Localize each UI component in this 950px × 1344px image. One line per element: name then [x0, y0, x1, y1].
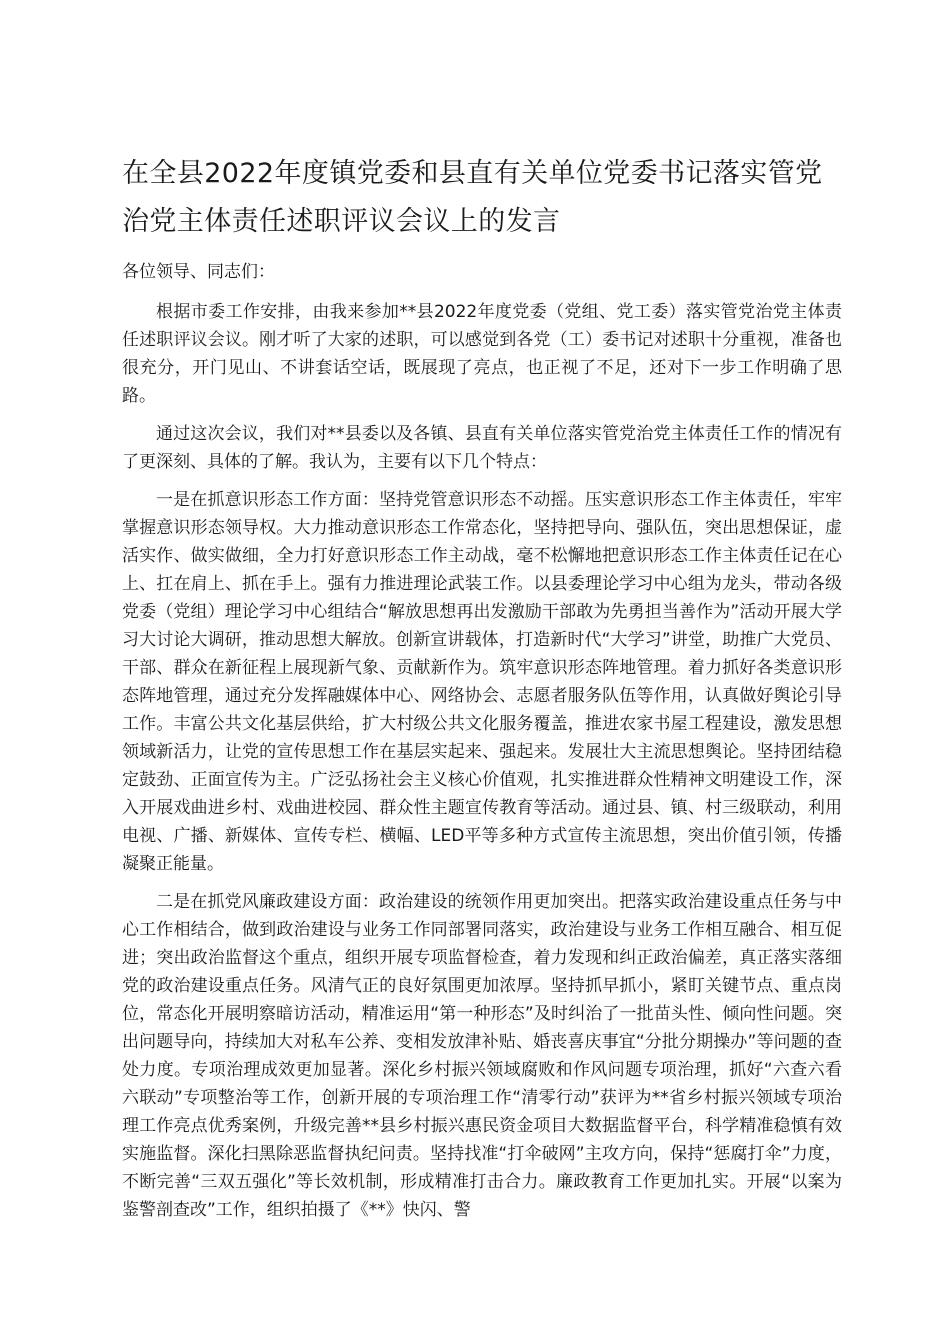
- paragraph: 二是在抓党风廉政建设方面：政治建设的统领作用更加突出。把落实政治建设重点任务与中心工作相结合，做到政治建设与业务工作同部署同落实，政治建设与业务工作相互融合、相互促进；突出政治监督这个重点，组织开展专项监督检查，着力发现和纠正政治偏差，真正落实落细党的政治建设重点任务。风清气正的良好氛围更加浓厚。坚持抓早抓小，紧盯关键节点、重点岗位，常态化开展明察暗访活动，精准运用“第一种形态”及时纠治了一批苗头性、倾向性问题。突出问题导向，持续加大对私车公养、变相发放津补贴、婚丧喜庆事宜“分批分期操办”等问题的查处力度。专项治理成效更加显著。深化乡村振兴领域腐败和作风问题专项治理，抓好“六查六看六联动”专项整治等工作，创新开展的专项治理工作“清零行动”获评为**省乡村振兴领域专项治理工作亮点优秀案例，升级完善**县乡村振兴惠民资金项目大数据监督平台，科学精准稳慎有效实施监督。深化扫黑除恶监督执纪问责。坚持找准“打伞破网”主攻方向，保持“惩腐打伞”力度，不断完善“三双五强化”等长效机制，形成精准打击合力。廉政教育工作更加扎实。开展“以案为鉴警剖查改”工作，组织拍摄了《**》快闪、警: [122, 892, 842, 1220]
- paragraph: 一是在抓意识形态工作方面：坚持党管意识形态不动摇。压实意识形态工作主体责任，牢牢掌握意识形态领导权。大力推动意识形态工作常态化，坚持把导向、强队伍，突出思想保证，虚活实作、做实做细，全力打好意识形态工作主动战，毫不松懈地把意识形态工作主体责任记在心上、扛在肩上、抓在手上。强有力推进理论武装工作。以县委理论学习中心组为龙头，带动各级党委（党组）理论学习中心组结合“解放思想再出发激励干部敢为先勇担当善作为”活动开展大学习大讨论大调研，推动思想大解放。创新宣讲载体，打造新时代“大学习”讲堂，助推广大党员、干部、群众在新征程上展现新气象、贡献新作为。筑牢意识形态阵地管理。着力抓好各类意识形态阵地管理，通过充分发挥融媒体中心、网络协会、志愿者服务队伍等作用，认真做好舆论引导工作。丰富公共文化基层供给，扩大村级公共文化服务覆盖，推进农家书屋工程建设，激发思想领域新活力，让党的宣传思想工作在基层实起来、强起来。发展壮大主流思想舆论。坚持团结稳定鼓劲、正面宣传为主。广泛弘扬社会主义核心价值观，扎实推进群众性精神文明建设工作，深入开展戏曲进乡村、戏曲进校园、群众性主题宣传教育等活动。通过县、镇、村三级联动，利用电视、广播、新媒体、宣传专栏、横幅、LED平等多种方式宣传主流思想，突出价值引领，传播凝聚正能量。: [122, 490, 842, 874]
- paragraph: 根据市委工作安排，由我来参加**县2022年度党委（党组、党工委）落实管党治党主体责任述职评议会议。刚才听了大家的述职，可以感觉到各党（工）委书记对述职十分重视，准备也很充分，开门见山、不讲套话空话，既展现了亮点，也正视了不足，还对下一步工作明确了思路。: [122, 302, 842, 406]
- document-title: 在全县2022年度镇党委和县直有关单位党委书记落实管党治党主体责任述职评议会议上的发言: [122, 158, 823, 237]
- paragraph: 通过这次会议，我们对**县委以及各镇、县直有关单位落实管党治党主体责任工作的情况有了更深刻、具体的了解。我认为，主要有以下几个特点：: [122, 424, 842, 472]
- document-body: [122, 258, 842, 1234]
- salutation: 各位领导、同志们：: [122, 262, 275, 282]
